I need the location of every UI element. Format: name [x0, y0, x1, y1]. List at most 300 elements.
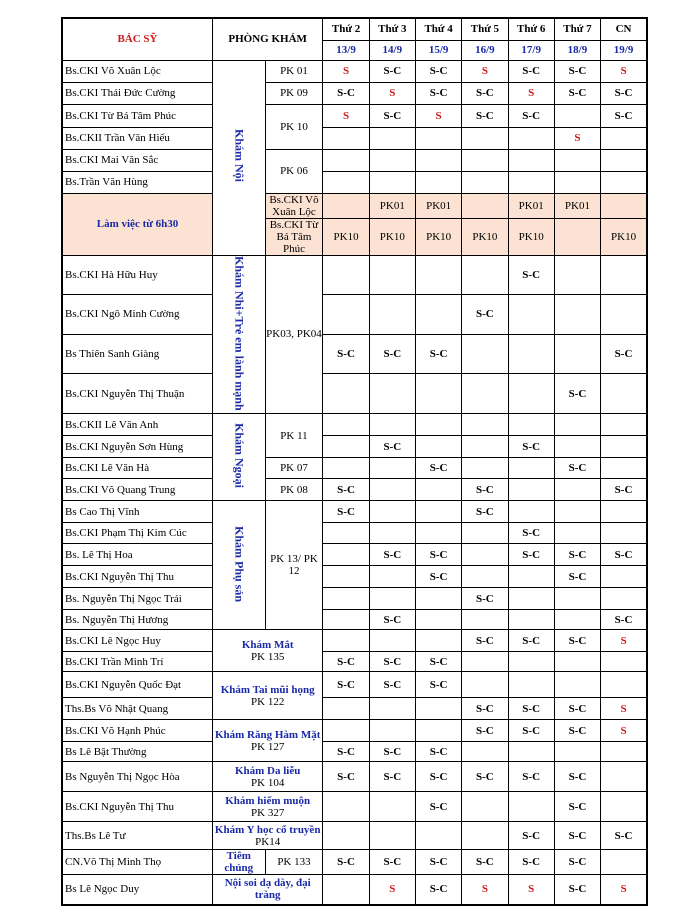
specialty-room: PK 122 — [251, 695, 285, 708]
shift-cell — [369, 588, 415, 610]
shift-cell — [323, 875, 369, 905]
doctor-name: Ths.Bs Võ Nhật Quang — [62, 698, 212, 720]
shift-cell — [554, 436, 600, 458]
shift-cell: S-C — [323, 672, 369, 698]
shift-cell — [601, 523, 647, 544]
table-row — [62, 149, 647, 171]
doctor-name: Bs.CKI Mai Văn Sắc — [62, 149, 212, 171]
shift-cell: S-C — [554, 458, 600, 479]
shift-cell — [369, 822, 415, 850]
doctor-name: Bs Lê Bật Thường — [62, 742, 212, 762]
doctor-name: Bs Lê Ngọc Duy — [62, 875, 212, 905]
specialty-name: Nội soi dạ dày, đại tràng — [224, 877, 311, 902]
shift-cell — [462, 523, 508, 544]
table-row — [62, 171, 647, 193]
shift-cell — [415, 479, 461, 501]
shift-cell — [508, 414, 554, 436]
shift-cell — [369, 792, 415, 822]
shift-cell — [415, 414, 461, 436]
shift-cell — [415, 698, 461, 720]
shift-cell — [554, 295, 600, 335]
shift-cell — [462, 414, 508, 436]
early-shift: PK01 — [508, 193, 554, 218]
shift-cell: S-C — [462, 295, 508, 335]
shift-cell — [462, 436, 508, 458]
header-date: 16/9 — [462, 40, 508, 60]
shift-cell: S-C — [554, 762, 600, 792]
shift-cell — [554, 104, 600, 127]
shift-cell — [508, 295, 554, 335]
header-day: Thứ 4 — [415, 18, 461, 40]
shift-cell — [508, 792, 554, 822]
doctor-name: Bs Nguyễn Thị Ngọc Hòa — [62, 762, 212, 792]
early-shift — [323, 193, 369, 218]
specialty-cell — [212, 875, 322, 905]
section-label-ngoai — [212, 414, 265, 501]
shift-cell: S-C — [554, 82, 600, 104]
shift-cell: S — [601, 875, 647, 905]
shift-cell — [415, 523, 461, 544]
shift-cell — [601, 501, 647, 523]
shift-cell — [601, 588, 647, 610]
table-row — [62, 652, 647, 672]
shift-cell — [369, 479, 415, 501]
shift-cell: S-C — [508, 630, 554, 652]
shift-cell: S — [601, 60, 647, 82]
shift-cell: S-C — [369, 334, 415, 374]
doctor-name: Bs.CKII Trần Văn Hiếu — [62, 127, 212, 149]
shift-cell: S-C — [462, 762, 508, 792]
shift-cell: S-C — [508, 698, 554, 720]
shift-cell: S — [508, 82, 554, 104]
shift-cell — [323, 149, 369, 171]
early-shift: PK10 — [601, 218, 647, 255]
shift-cell — [601, 127, 647, 149]
specialty-cell — [212, 720, 322, 762]
specialty-cell — [212, 792, 322, 822]
shift-cell: S-C — [462, 501, 508, 523]
table-row — [62, 792, 647, 822]
shift-cell: S-C — [323, 479, 369, 501]
shift-cell — [323, 458, 369, 479]
shift-cell: S-C — [369, 544, 415, 566]
early-shift: PK01 — [415, 193, 461, 218]
table-row — [62, 588, 647, 610]
shift-cell: S-C — [508, 60, 554, 82]
shift-cell: S-C — [415, 544, 461, 566]
shift-cell: S-C — [554, 720, 600, 742]
shift-cell: S-C — [601, 82, 647, 104]
shift-cell — [601, 792, 647, 822]
table-row — [62, 762, 647, 792]
shift-cell: S-C — [369, 762, 415, 792]
table-row — [62, 544, 647, 566]
shift-cell — [462, 544, 508, 566]
shift-cell — [415, 610, 461, 630]
shift-cell: S-C — [323, 742, 369, 762]
specialty-room: PK 135 — [251, 650, 285, 663]
shift-cell — [601, 458, 647, 479]
header-doctor: BÁC SỸ — [62, 18, 212, 60]
header-date: 14/9 — [369, 40, 415, 60]
room-cell: PK 133 — [265, 850, 323, 875]
shift-cell — [323, 610, 369, 630]
table-row — [62, 566, 647, 588]
shift-cell: S-C — [415, 60, 461, 82]
shift-cell — [601, 255, 647, 295]
table-row — [62, 501, 647, 523]
shift-cell: S — [323, 60, 369, 82]
room-cell: PK 01 — [265, 60, 323, 82]
shift-cell — [601, 742, 647, 762]
shift-cell — [554, 742, 600, 762]
doctor-name: CN.Võ Thị Minh Thọ — [62, 850, 212, 875]
shift-cell: S-C — [369, 104, 415, 127]
early-shift — [601, 193, 647, 218]
table-row — [62, 374, 647, 414]
early-shift — [554, 218, 600, 255]
shift-cell — [554, 652, 600, 672]
shift-cell: S-C — [601, 104, 647, 127]
table-row — [62, 295, 647, 335]
header-row-days — [62, 18, 647, 40]
shift-cell — [554, 414, 600, 436]
shift-cell — [554, 672, 600, 698]
table-row — [62, 334, 647, 374]
shift-cell — [323, 720, 369, 742]
shift-cell: S — [462, 60, 508, 82]
shift-cell: S-C — [508, 720, 554, 742]
shift-cell: S-C — [508, 523, 554, 544]
doctor-name: Bs Thiên Sanh Giàng — [62, 334, 212, 374]
shift-cell: S-C — [323, 501, 369, 523]
room-cell: PK 07 — [265, 458, 323, 479]
shift-cell — [508, 149, 554, 171]
shift-cell — [323, 544, 369, 566]
shift-cell — [462, 610, 508, 630]
shift-cell: S-C — [462, 630, 508, 652]
room-cell: PK 10 — [265, 104, 323, 149]
doctor-name: Bs.CKI Nguyễn Thị Thu — [62, 792, 212, 822]
table-row — [62, 610, 647, 630]
shift-cell: S-C — [369, 610, 415, 630]
early-row — [62, 193, 647, 218]
shift-cell — [369, 566, 415, 588]
table-row — [62, 672, 647, 698]
shift-cell — [601, 850, 647, 875]
table-row — [62, 436, 647, 458]
section-text: Khám Ngoại — [232, 423, 247, 489]
table-row — [62, 479, 647, 501]
room-cell: PK 08 — [265, 479, 323, 501]
shift-cell — [369, 171, 415, 193]
shift-cell: S-C — [554, 875, 600, 905]
header-date: 13/9 — [323, 40, 369, 60]
table-row — [62, 698, 647, 720]
shift-cell: S-C — [601, 822, 647, 850]
shift-cell — [369, 458, 415, 479]
shift-cell — [462, 171, 508, 193]
specialty-room: PK 127 — [251, 740, 285, 753]
shift-cell: S-C — [415, 566, 461, 588]
early-shift — [462, 193, 508, 218]
shift-cell — [508, 652, 554, 672]
shift-cell — [323, 127, 369, 149]
early-shift: PK01 — [369, 193, 415, 218]
shift-cell: S-C — [415, 850, 461, 875]
shift-cell: S — [369, 82, 415, 104]
shift-cell — [462, 742, 508, 762]
specialty-cell — [212, 630, 322, 672]
shift-cell — [323, 566, 369, 588]
shift-cell: S-C — [601, 334, 647, 374]
shift-cell: S-C — [508, 255, 554, 295]
doctor-name: Bs.CKI Hà Hữu Huy — [62, 255, 212, 295]
specialty-name: Khám Da liễu — [234, 764, 301, 777]
shift-cell: S-C — [508, 104, 554, 127]
table-row — [62, 60, 647, 82]
shift-cell: S-C — [462, 698, 508, 720]
specialty-cell — [212, 850, 265, 875]
doctor-name: Bs.CKI Thái Đức Cường — [62, 82, 212, 104]
doctor-name: Bs.CKI Võ Quang Trung — [62, 479, 212, 501]
shift-cell: S-C — [601, 610, 647, 630]
doctor-name: Bs.CKI Võ Hạnh Phúc — [62, 720, 212, 742]
table-row — [62, 414, 647, 436]
shift-cell: S-C — [415, 82, 461, 104]
header-room: PHÒNG KHÁM — [212, 18, 322, 60]
table-row — [62, 630, 647, 652]
shift-cell — [323, 436, 369, 458]
shift-cell: S-C — [462, 850, 508, 875]
specialty-room: PK 327 — [251, 806, 285, 819]
shift-cell — [415, 255, 461, 295]
specialty-cell — [212, 672, 322, 720]
shift-cell: S — [462, 875, 508, 905]
shift-cell: S-C — [462, 588, 508, 610]
shift-cell — [601, 762, 647, 792]
shift-cell — [601, 672, 647, 698]
doctor-name: Bs.CKI Nguyễn Thị Thu — [62, 566, 212, 588]
shift-cell: S-C — [508, 762, 554, 792]
shift-cell: S-C — [554, 630, 600, 652]
shift-cell — [601, 374, 647, 414]
early-shift: PK10 — [369, 218, 415, 255]
shift-cell — [508, 501, 554, 523]
header-day: Thứ 7 — [554, 18, 600, 40]
shift-cell: S — [601, 698, 647, 720]
shift-cell — [323, 523, 369, 544]
shift-cell: S-C — [554, 698, 600, 720]
shift-cell: S-C — [323, 652, 369, 672]
shift-cell — [323, 792, 369, 822]
shift-cell — [508, 742, 554, 762]
table-row — [62, 255, 647, 295]
specialty-name: Khám hiếm muộn — [225, 794, 311, 807]
room-cell: PK 09 — [265, 82, 323, 104]
shift-cell — [554, 523, 600, 544]
shift-cell: S-C — [508, 850, 554, 875]
shift-cell — [369, 414, 415, 436]
shift-cell — [415, 501, 461, 523]
shift-cell: S-C — [601, 544, 647, 566]
shift-cell — [369, 501, 415, 523]
shift-cell — [601, 414, 647, 436]
table-row — [62, 822, 647, 850]
schedule-table — [61, 17, 648, 906]
shift-cell — [462, 374, 508, 414]
shift-cell: S-C — [415, 762, 461, 792]
section-text: Khám Nội — [232, 129, 247, 183]
specialty-name: Tiêm chủng — [224, 850, 254, 875]
shift-cell — [554, 171, 600, 193]
shift-cell — [415, 295, 461, 335]
shift-cell — [323, 255, 369, 295]
doctor-name: Bs.CKI Nguyễn Thị Thuận — [62, 374, 212, 414]
shift-cell: S-C — [415, 672, 461, 698]
doctor-name: Bs.CKI Lê Ngọc Huy — [62, 630, 212, 652]
shift-cell: S-C — [462, 479, 508, 501]
shift-cell — [601, 436, 647, 458]
table-row — [62, 523, 647, 544]
shift-cell — [462, 652, 508, 672]
doctor-name: Bs. Nguyễn Thị Hương — [62, 610, 212, 630]
shift-cell — [369, 374, 415, 414]
shift-cell — [415, 588, 461, 610]
shift-cell: S — [601, 720, 647, 742]
specialty-name: Khám Răng Hàm Mặt — [214, 728, 321, 741]
table-row — [62, 458, 647, 479]
shift-cell — [415, 171, 461, 193]
shift-cell — [369, 127, 415, 149]
doctor-name: Bs. Lê Thị Hoa — [62, 544, 212, 566]
shift-cell — [462, 458, 508, 479]
header-day: Thứ 2 — [323, 18, 369, 40]
shift-cell: S — [601, 630, 647, 652]
specialty-room: PK14 — [255, 835, 281, 848]
doctor-name: Ths.Bs Lê Tư — [62, 822, 212, 850]
table-row — [62, 850, 647, 875]
table-row — [62, 720, 647, 742]
doctor-name: Bs.CKI Trần Minh Trí — [62, 652, 212, 672]
shift-cell — [462, 792, 508, 822]
shift-cell: S — [508, 875, 554, 905]
shift-cell: S-C — [554, 850, 600, 875]
shift-cell: S-C — [323, 82, 369, 104]
shift-cell — [601, 566, 647, 588]
shift-cell — [601, 149, 647, 171]
shift-cell — [601, 652, 647, 672]
shift-cell — [462, 127, 508, 149]
shift-cell: S-C — [415, 875, 461, 905]
table-row — [62, 104, 647, 127]
shift-cell: S-C — [415, 334, 461, 374]
doctor-name: Bs Cao Thị Vĩnh — [62, 501, 212, 523]
shift-cell — [323, 698, 369, 720]
shift-cell — [462, 149, 508, 171]
doctor-name: Bs.CKI Từ Bá Tâm Phúc — [62, 104, 212, 127]
shift-cell: S — [323, 104, 369, 127]
shift-cell: S — [554, 127, 600, 149]
shift-cell: S-C — [369, 742, 415, 762]
shift-cell: S-C — [415, 792, 461, 822]
table-row — [62, 875, 647, 905]
shift-cell — [462, 672, 508, 698]
early-shift: PK10 — [508, 218, 554, 255]
shift-cell — [369, 149, 415, 171]
header-date: 18/9 — [554, 40, 600, 60]
shift-cell: S-C — [369, 436, 415, 458]
shift-cell — [508, 566, 554, 588]
shift-cell: S-C — [369, 652, 415, 672]
shift-cell: S-C — [415, 458, 461, 479]
early-shift: PK10 — [323, 218, 369, 255]
shift-cell — [554, 334, 600, 374]
early-shift: PK10 — [415, 218, 461, 255]
shift-cell — [323, 374, 369, 414]
specialty-name: Khám Tai mũi họng — [220, 683, 315, 696]
shift-cell — [369, 720, 415, 742]
shift-cell — [554, 479, 600, 501]
room-cell: PK03, PK04 — [265, 255, 323, 414]
header-date: 15/9 — [415, 40, 461, 60]
doctor-name: Bs.CKI Nguyễn Quốc Đạt — [62, 672, 212, 698]
shift-cell: S-C — [462, 720, 508, 742]
header-date: 19/9 — [601, 40, 647, 60]
shift-cell — [462, 566, 508, 588]
table-row — [62, 82, 647, 104]
shift-cell — [601, 171, 647, 193]
shift-cell — [508, 334, 554, 374]
shift-cell — [462, 334, 508, 374]
shift-cell — [369, 698, 415, 720]
shift-cell — [554, 610, 600, 630]
table-row — [62, 127, 647, 149]
section-label-phusan — [212, 501, 265, 630]
shift-cell: S-C — [508, 822, 554, 850]
shift-cell — [508, 374, 554, 414]
shift-cell: S-C — [323, 850, 369, 875]
section-text: Khám Nhi+Trẻ em lành mạnh — [232, 255, 247, 411]
shift-cell — [415, 436, 461, 458]
doctor-name: Bs.CKI Võ Xuân Lộc — [62, 60, 212, 82]
doctor-name: Bs.CKII Lê Văn Anh — [62, 414, 212, 436]
shift-cell — [369, 295, 415, 335]
shift-cell: S-C — [601, 479, 647, 501]
specialty-cell — [212, 762, 322, 792]
shift-cell: S-C — [554, 822, 600, 850]
specialty-name: Khám Mắt — [241, 638, 294, 651]
specialty-name: Khám Y học cổ truyền — [214, 823, 321, 836]
shift-cell: S — [369, 875, 415, 905]
shift-cell: S-C — [369, 60, 415, 82]
doctor-name: Bs.CKI Phạm Thị Kim Cúc — [62, 523, 212, 544]
shift-cell — [415, 630, 461, 652]
header-day: Thứ 5 — [462, 18, 508, 40]
shift-cell: S-C — [554, 374, 600, 414]
shift-cell — [415, 127, 461, 149]
shift-cell — [508, 672, 554, 698]
shift-cell — [508, 479, 554, 501]
header-day: Thứ 3 — [369, 18, 415, 40]
shift-cell: S-C — [508, 544, 554, 566]
shift-cell — [415, 720, 461, 742]
doctor-name: Bs.CKI Lê Văn Hà — [62, 458, 212, 479]
shift-cell — [601, 295, 647, 335]
early-shift: PK10 — [462, 218, 508, 255]
shift-cell: S-C — [415, 652, 461, 672]
shift-cell — [415, 374, 461, 414]
